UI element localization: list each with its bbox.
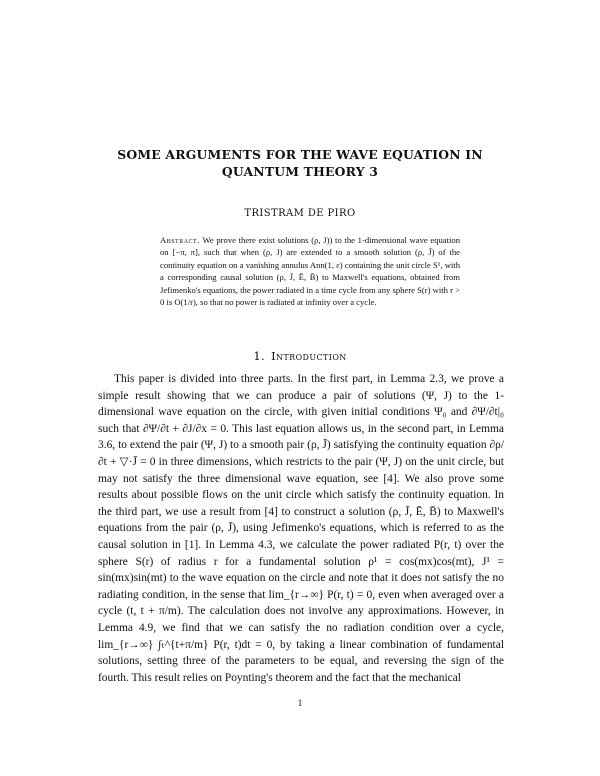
paper-title xyxy=(100,146,500,180)
section-heading xyxy=(100,349,500,363)
abstract-paragraph xyxy=(160,234,460,308)
body-paragraph: This paper is divided into three parts. In the first part, in Lemma 2.3, we prove a simple result showing that we can produce a pair of solutions (Ψ, J) to the 1-dimensional wave equation on the circle, with given initial conditions Ψ₀ and ∂Ψ/∂t|₀ such that ∂Ψ/∂t + ∂J/∂x = 0. This last equation allows us, in the second part, in Lemma 3.6, to extend the pair (Ψ, J) to a smooth pair (ρ, J̄) satisfying the continuity equation ∂ρ/∂t + ▽·J̄ = 0 in three dimensions, which restricts to the pair (Ψ, J) on the unit circle, but may not satisfy the three dimensional wave equation, see [4]. We also prove some results about possible flows on the unit circle which satisfy the continuity equation. In the third part, we use a result from [4] to construct a solution (ρ, J̄, Ē, B̄) to Maxwell's equations from the pair (ρ, J̄), using Jefimenko's equations, which is referred to as the causal solution in [1]. In Lemma 4.3, we calculate the power radiated P(r, t) over the sphere S(r) of radius r for a fundamental solution ρ¹ = cos(mx)cos(mt), J¹ = sin(mx)sin(mt) to the wave equation on the circle and note that it does not satisfy the no radiating condition, in the sense that lim_{r→∞} P(r, t) = 0, even when averaged over a cycle (t, t + π/m). The calculation does not involve any approximations. However, in Lemma 4.9, we find that we can satisfy the no radiation condition over a cycle, lim_{r→∞} ∫ₜ^{t+π/m} P(r, t)dt = 0, by taking a linear combination of fundamental solutions, setting three of the parameters to be equal, and reversing the sign of the fourth. This result relies on Poynting's theorem and the fact that the mechanical xyxy=(98,373,504,684)
abstract-label: Abstract. xyxy=(160,235,200,245)
title-line-2: QUANTUM THEORY 3 xyxy=(221,164,379,179)
abstract-text: We prove there exist solutions (ρ, J)) to the 1-dimensional wave equation on [−π, π], such that when (ρ, J) are extended to a smooth solution (ρ, J̄) of the continuity equation on a vanishing annulus Ann(1, ε) containing the unit circle S¹, with a corresponding causal solution (ρ, J̄, Ē, B̄) to Maxwell's equations, obtained from Jefimenko's equations, the power radiated in a time cycle from any sphere S(r) with r > 0 is O(1/r), so that no power is radiated at infinity over a cycle. xyxy=(160,235,460,308)
section-title: Introduction xyxy=(271,349,347,363)
abstract xyxy=(160,234,460,308)
section-number: 1. xyxy=(253,349,266,363)
title-line-1: SOME ARGUMENTS FOR THE WAVE EQUATION IN xyxy=(117,147,483,162)
body-text xyxy=(98,371,504,686)
author-name: TRISTRAM DE PIRO xyxy=(244,208,356,219)
page-number: 1 xyxy=(297,698,303,708)
